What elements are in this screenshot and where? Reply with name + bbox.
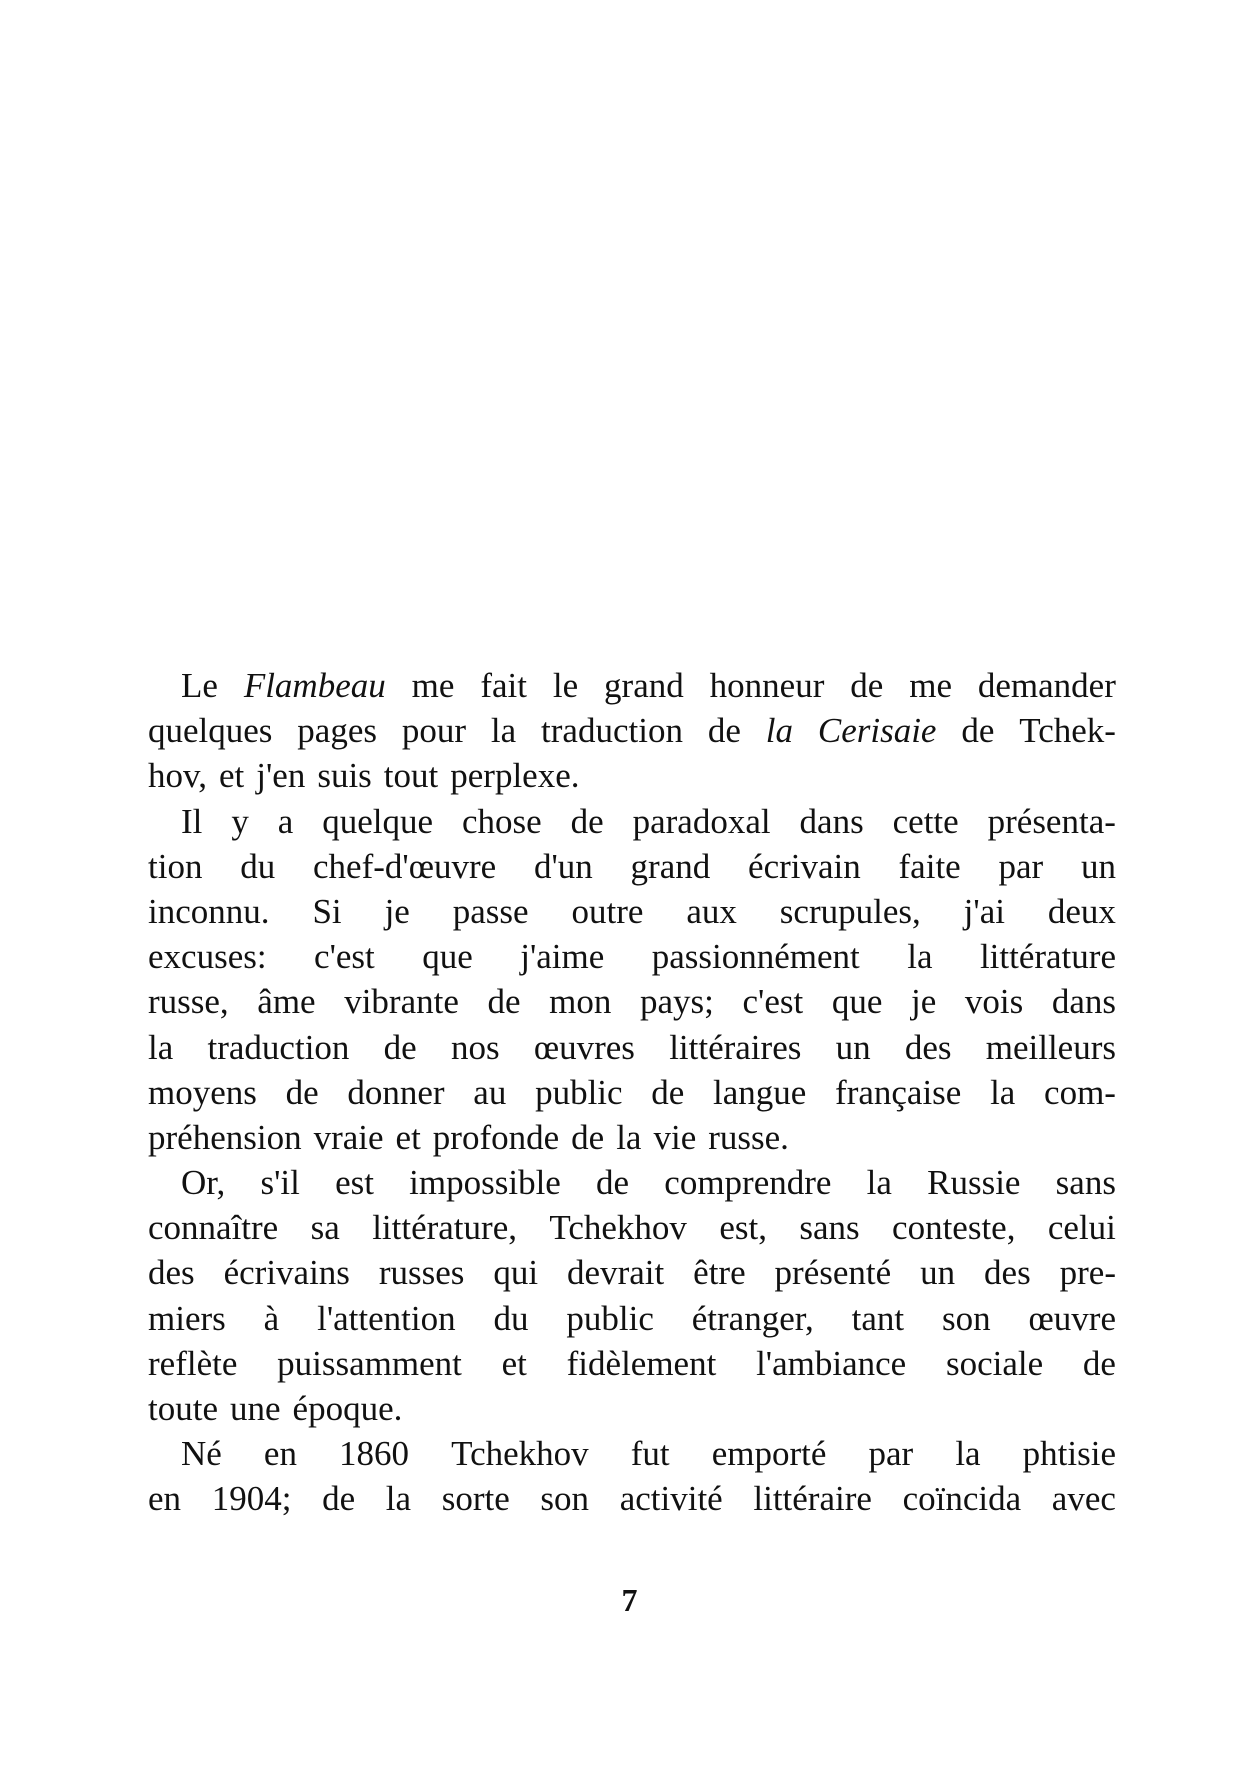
word: littérature (979, 937, 1116, 977)
word: me (411, 666, 455, 705)
text-line (148, 979, 1116, 1024)
word: demander (977, 666, 1116, 705)
word: Tchek- (1019, 711, 1116, 751)
word: 1860 (339, 1434, 410, 1474)
word: et (395, 1117, 421, 1157)
word: sans (1055, 1163, 1116, 1203)
word: vie (653, 1117, 697, 1157)
word: un (920, 1253, 956, 1293)
word: nos (450, 1027, 500, 1067)
word: pour (401, 711, 467, 751)
word: de (322, 1479, 356, 1519)
word: j'aime (520, 937, 605, 977)
word: deux (1047, 891, 1116, 931)
text-line (148, 1205, 1116, 1250)
word: d'un (533, 846, 593, 886)
word: le (552, 666, 579, 705)
word: scrupules, (779, 891, 921, 931)
word: au (473, 1072, 507, 1112)
word: étranger, (691, 1298, 814, 1338)
word: de (596, 1163, 630, 1203)
word: Le (181, 666, 218, 705)
word: j'ai (963, 891, 1005, 931)
word: public (566, 1298, 654, 1338)
word: un (1080, 846, 1116, 886)
word: vois (964, 982, 1024, 1022)
word: qui (493, 1253, 539, 1293)
word: toute (148, 1389, 218, 1428)
word: emporté (711, 1434, 827, 1474)
word: française (835, 1072, 962, 1112)
word: profonde (432, 1117, 560, 1157)
page-number: 7 (621, 1582, 638, 1618)
text-line (148, 1476, 1116, 1521)
word: chef-d'œuvre (313, 846, 497, 886)
word: du (240, 846, 276, 886)
word: comprendre (664, 1163, 832, 1203)
word: présenta- (987, 801, 1116, 841)
word: des (984, 1253, 1031, 1293)
word: 1904; (211, 1479, 292, 1519)
word: coïncida (902, 1479, 1022, 1519)
word: c'est (314, 937, 375, 977)
word: et (501, 1343, 527, 1383)
word: sans (799, 1208, 860, 1248)
word: c'est (742, 982, 804, 1022)
word: donner (347, 1072, 445, 1112)
word: la (616, 1117, 642, 1157)
word: que (831, 982, 883, 1022)
word: suis (317, 756, 372, 796)
word: pre- (1059, 1253, 1116, 1293)
word: écrivains (223, 1253, 350, 1293)
word: passe (452, 891, 529, 931)
text-line (148, 1070, 1116, 1115)
text-line (148, 753, 1116, 798)
word: par (868, 1434, 914, 1474)
word: dans (799, 801, 864, 841)
word: que (422, 937, 473, 977)
word: paradoxal (632, 801, 771, 841)
text-line (148, 799, 1116, 844)
word: la (490, 711, 517, 751)
word: avec (1051, 1479, 1116, 1519)
word: Cerisaie (817, 711, 937, 751)
word: un (835, 1027, 871, 1067)
word: grand (630, 846, 711, 886)
text-line (148, 844, 1116, 889)
text-line (148, 663, 1116, 708)
word: public (535, 1072, 623, 1112)
word: de (850, 666, 884, 705)
word: quelques (148, 711, 273, 751)
word: s'il (260, 1163, 300, 1203)
word: Or, (181, 1163, 226, 1203)
word: pays; (640, 982, 714, 1022)
word: la (990, 1072, 1016, 1112)
word: mon (549, 982, 612, 1022)
word: quelque (322, 801, 434, 841)
word: chose (461, 801, 542, 841)
text-line (148, 934, 1116, 979)
text-line (148, 1250, 1116, 1295)
word: œuvre (1028, 1298, 1116, 1338)
word: outre (571, 891, 644, 931)
word: j'en (256, 756, 306, 796)
word: des (904, 1027, 952, 1067)
word: être (693, 1253, 746, 1293)
text-line (148, 1341, 1116, 1386)
word: miers (148, 1298, 226, 1338)
word: Si (312, 891, 342, 931)
word: vibrante (344, 982, 459, 1022)
word: de (707, 711, 741, 751)
word: excuses: (148, 937, 267, 977)
word: tout (383, 756, 439, 796)
word: cette (892, 801, 959, 841)
word: du (493, 1298, 529, 1338)
word: la (765, 711, 793, 751)
word: perplexe. (450, 756, 580, 796)
word: fait (480, 666, 527, 705)
word: des (148, 1253, 195, 1293)
word: préhension (148, 1117, 302, 1157)
word: de (571, 1117, 605, 1157)
word: écrivain (748, 846, 861, 886)
word: l'attention (317, 1298, 456, 1338)
word: passionnément (651, 937, 860, 977)
word: fut (630, 1434, 670, 1474)
word: tant (851, 1298, 905, 1338)
word: com- (1044, 1072, 1116, 1112)
text-line (148, 889, 1116, 934)
text-line (148, 1386, 1116, 1431)
word: de (651, 1072, 685, 1112)
word: aux (686, 891, 737, 931)
word: honneur (709, 666, 825, 705)
text-line (148, 1431, 1116, 1476)
word: dans (1051, 982, 1116, 1022)
word: pages (297, 711, 377, 751)
word: littéraires (669, 1027, 802, 1067)
word: la (148, 1027, 174, 1067)
body-text (148, 663, 1116, 1522)
word: Tchekhov (451, 1434, 589, 1474)
word: a (277, 801, 294, 841)
word: russes (378, 1253, 465, 1293)
word: de (1082, 1343, 1116, 1383)
word: la (955, 1434, 981, 1474)
word: fidèlement (566, 1343, 717, 1383)
word: activité (619, 1479, 723, 1519)
word: russe. (708, 1117, 789, 1157)
word: littérature, (372, 1208, 517, 1248)
word: à (263, 1298, 280, 1338)
word: Il (181, 801, 203, 841)
word: œuvres (533, 1027, 635, 1067)
word: russe, (148, 982, 229, 1022)
word: est, (719, 1208, 767, 1248)
word: vraie (313, 1117, 384, 1157)
word: Tchekhov (549, 1208, 687, 1248)
word: de (570, 801, 604, 841)
word: sociale (945, 1343, 1044, 1383)
word: impossible (409, 1163, 561, 1203)
word: de (383, 1027, 417, 1067)
word: littéraire (753, 1479, 872, 1519)
word: traduction (207, 1027, 350, 1067)
text-line (148, 1296, 1116, 1341)
word: de (487, 982, 521, 1022)
word: moyens (148, 1072, 257, 1112)
word: puissamment (277, 1343, 462, 1383)
word: son (540, 1479, 590, 1519)
word: la (866, 1163, 892, 1203)
word: âme (257, 982, 316, 1022)
word: son (942, 1298, 991, 1338)
word: faite (898, 846, 961, 886)
word: Russie (927, 1163, 1021, 1203)
word: en (263, 1434, 297, 1474)
word: Flambeau (243, 666, 386, 705)
word: époque. (292, 1389, 403, 1428)
text-line (148, 1115, 1116, 1160)
word: la (907, 937, 933, 977)
word: connaître (148, 1208, 279, 1248)
word: sa (310, 1208, 340, 1248)
word: tion (148, 846, 203, 886)
word: je (911, 982, 937, 1022)
word: la (385, 1479, 412, 1519)
word: une (229, 1389, 281, 1428)
word: l'ambiance (756, 1343, 907, 1383)
word: hov, (148, 756, 207, 796)
word: me (909, 666, 952, 705)
word: présenté (774, 1253, 892, 1293)
word: je (384, 891, 410, 931)
word: est (335, 1163, 374, 1203)
word: y (231, 801, 249, 841)
word: devrait (567, 1253, 665, 1293)
word: par (998, 846, 1044, 886)
word: reflète (148, 1343, 238, 1383)
word: Né (181, 1434, 222, 1474)
word: de (961, 711, 995, 751)
text-line (148, 1025, 1116, 1070)
word: conteste, (892, 1208, 1016, 1248)
word: sorte (441, 1479, 510, 1519)
word: inconnu. (148, 891, 270, 931)
text-line (148, 1160, 1116, 1205)
text-line (148, 708, 1116, 753)
word: langue (713, 1072, 807, 1112)
word: traduction (541, 711, 683, 751)
word: en (148, 1479, 182, 1519)
word: phtisie (1022, 1434, 1116, 1474)
word: meilleurs (985, 1027, 1116, 1067)
word: grand (604, 666, 684, 705)
word: de (285, 1072, 319, 1112)
word: celui (1047, 1208, 1116, 1248)
word: et (218, 756, 245, 796)
